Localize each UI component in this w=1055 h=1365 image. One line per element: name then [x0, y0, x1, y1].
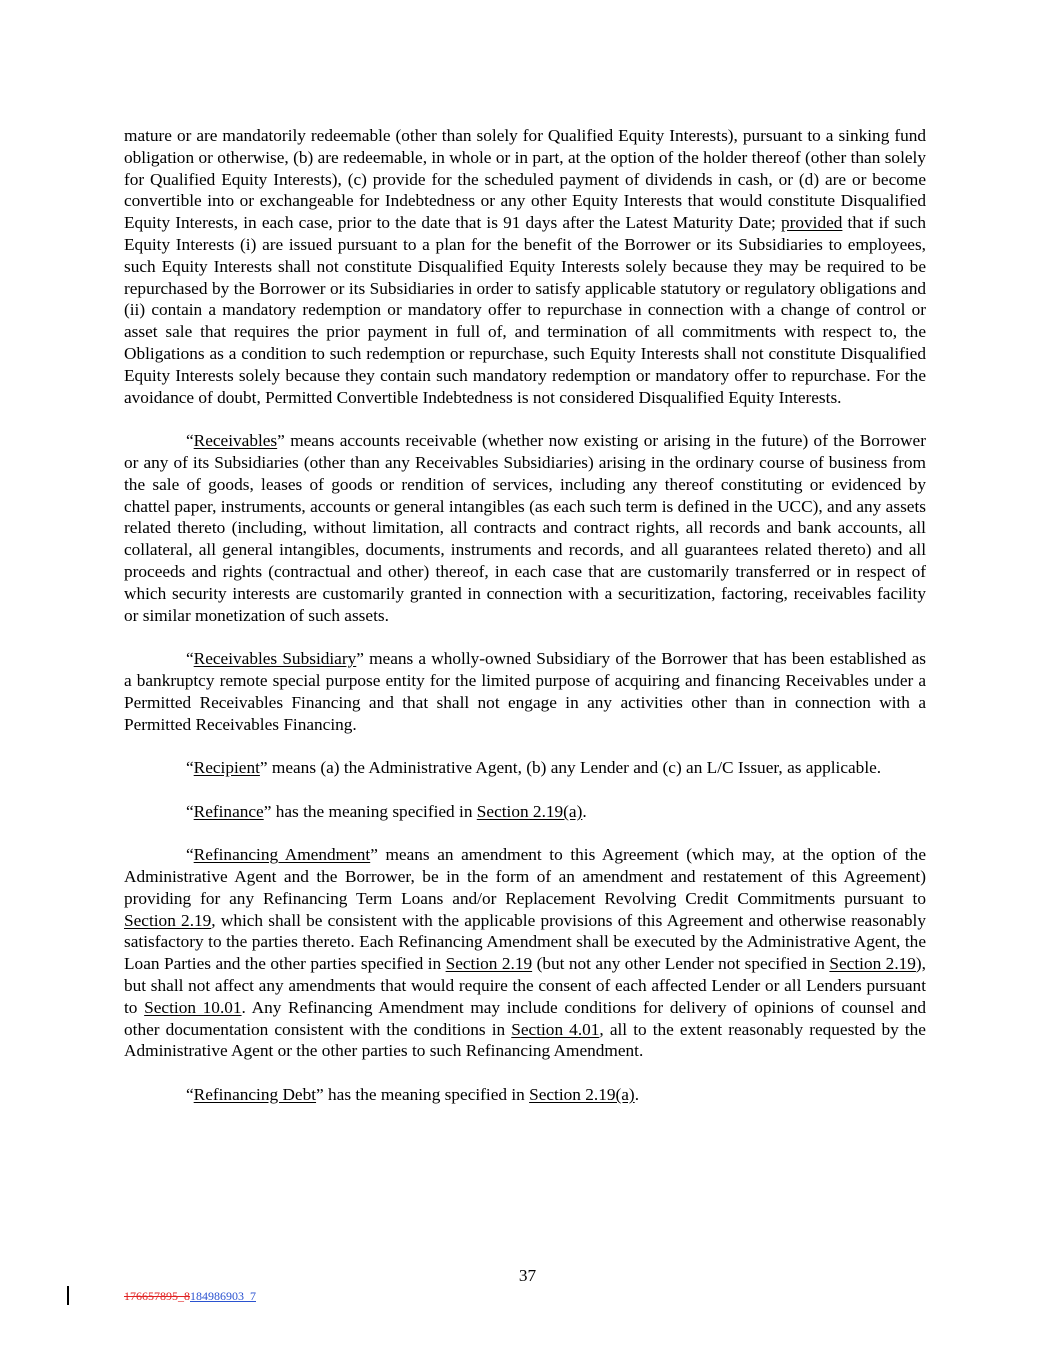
definition-text: ” means an amendment to this Agreement (which may, at the option of the Administrative Agent and the Borrower, be in the form of an amendment and restatement of this Agreement) providing for any Refinancing Term Loans and/or Replacement Revolving Credit Commitments pursuant to — [124, 845, 926, 908]
deleted-doc-id: 176657895_8 — [124, 1289, 190, 1303]
section-reference: Section 2.19(a) — [529, 1085, 635, 1105]
definition-receivables — [124, 430, 926, 626]
section-reference: Section 10.01 — [144, 997, 242, 1017]
definition-text: ” has the meaning specified in — [263, 801, 477, 821]
punctuation: . — [634, 1085, 640, 1105]
definition-text: ” has the meaning specified in — [316, 1085, 530, 1105]
defined-term: Recipient — [193, 758, 260, 778]
definition-text: ” means accounts receivable (whether now existing or arising in the future) of the Borrower or any of its Subsidiaries (other than any Receivables Subsidiaries) arising in the ordinary course of business from the sale of goods, leases of goods or rendition of services, including any thereof constituting or evidenced by chattel paper, instruments, accounts or general intangibles (as each such term is defined in the UCC), and any assets related thereto (including, without limitation, all contracts and contract rights, all records and bank accounts, all collateral, all general intangibles, documents, instruments and records, and all guarantees related thereto) and all proceeds and rights (contractual and other) thereof, in each case that are customarily transferred or in respect of which security interests are customarily granted in connection with a securitization, factoring, receivables facility or similar monetization of such assets. — [124, 431, 926, 625]
open-quote: “ — [186, 845, 194, 865]
provided-term: provided — [780, 213, 843, 233]
section-reference: Section 2.19 — [829, 954, 916, 974]
document-body — [124, 125, 926, 1106]
punctuation: . — [582, 801, 587, 821]
open-quote: “ — [186, 1085, 194, 1105]
definition-refinance — [124, 801, 926, 823]
definition-text: ” means (a) the Administrative Agent, (b) any Lender and (c) an L/C Issuer, as applicable. — [259, 758, 882, 778]
paragraph-text: mature or are mandatorily redeemable (other than solely for Qualified Equity Interests), pursuant to a sinking fund obligation or otherwise, (b) are redeemable, in whole or in part, at the option of the holder thereof (other than solely for Qualified Equity Interests), (c) provide for the scheduled payment of dividends in cash, or (d) are or become convertible into or exchangeable for Indebtedness or any other Equity Interests that would constitute Disqualified Equity Interests, in each case, prior to the date that is 91 days after the Latest Maturity Date; — [124, 126, 926, 233]
open-quote: “ — [186, 431, 194, 451]
defined-term: Refinancing Debt — [193, 1085, 317, 1105]
open-quote: “ — [186, 801, 194, 821]
document-id — [124, 1289, 256, 1304]
open-quote: “ — [186, 649, 194, 669]
definition-text: , all to the extent reasonably requested by the Administrative Agent or the other parties to such Refinancing Amendment. — [124, 1019, 926, 1061]
defined-term: Receivables — [193, 431, 278, 451]
defined-term: Refinance — [193, 801, 264, 821]
definition-text: , which shall be consistent with the applicable provisions of this Agreement and otherwise reasonably satisfactory to the parties thereto. Each Refinancing Amendment shall be executed by the Administrative Agent, the Loan Parties and the other parties specified in — [124, 910, 926, 974]
definition-text: . Any Refinancing Amendment may include conditions for delivery of opinions of counsel and other documentation consistent with the conditions in — [124, 997, 926, 1039]
definition-receivables-subsidiary — [124, 648, 926, 735]
defined-term: Receivables Subsidiary — [193, 649, 357, 669]
definition-text: ” means a wholly-owned Subsidiary of the Borrower that has been established as a bankruptcy remote special purpose entity for the limited purpose of acquiring and financing Receivables under a Permitted Receivables Financing and that shall not engage in any activities other than in connection with a Permitted Receivables Financing. — [124, 649, 927, 734]
definition-text: ), but shall not affect any amendments that would require the consent of each affected Lender or all Lenders pursuant to — [124, 954, 926, 1017]
open-quote: “ — [186, 758, 194, 778]
section-reference: Section 4.01 — [511, 1019, 600, 1039]
definition-text: (but not any other Lender not specified in — [532, 954, 830, 974]
definition-refinancing-debt — [124, 1084, 926, 1106]
paragraph-text: that if such Equity Interests (i) are issued pursuant to a plan for the benefit of the Borrower or its Subsidiaries to employees, such Equity Interests shall not constitute Disqualified Equity Interests solely because they may be required to be repurchased by the Borrower or its Subsidiaries in order to satisfy applicable statutory or regulatory obligations and (ii) contain a mandatory redemption or mandatory offer to repurchase in connection with a change of control or asset sale that requires the prior payment in full of, and termination of all commitments with respect to, the Obligations as a condition to such redemption or repurchase, such Equity Interests shall not constitute Disqualified Equity Interests solely because they contain such mandatory redemption or mandatory offer to repurchase. For the avoidance of doubt, Permitted Convertible Indebtedness is not considered Disqualified Equity Interests. — [124, 213, 926, 407]
defined-term: Refinancing Amendment — [193, 845, 371, 865]
section-reference: Section 2.19(a) — [476, 801, 583, 821]
revision-bar — [67, 1286, 69, 1305]
disqualified-equity-continuation — [124, 125, 926, 408]
inserted-doc-id: 184986903_7 — [190, 1289, 256, 1303]
section-reference: Section 2.19 — [445, 954, 533, 974]
page-number: 37 — [518, 1266, 537, 1285]
section-reference: Section 2.19 — [124, 910, 212, 930]
definition-recipient — [124, 757, 926, 779]
definition-refinancing-amendment — [124, 844, 926, 1062]
